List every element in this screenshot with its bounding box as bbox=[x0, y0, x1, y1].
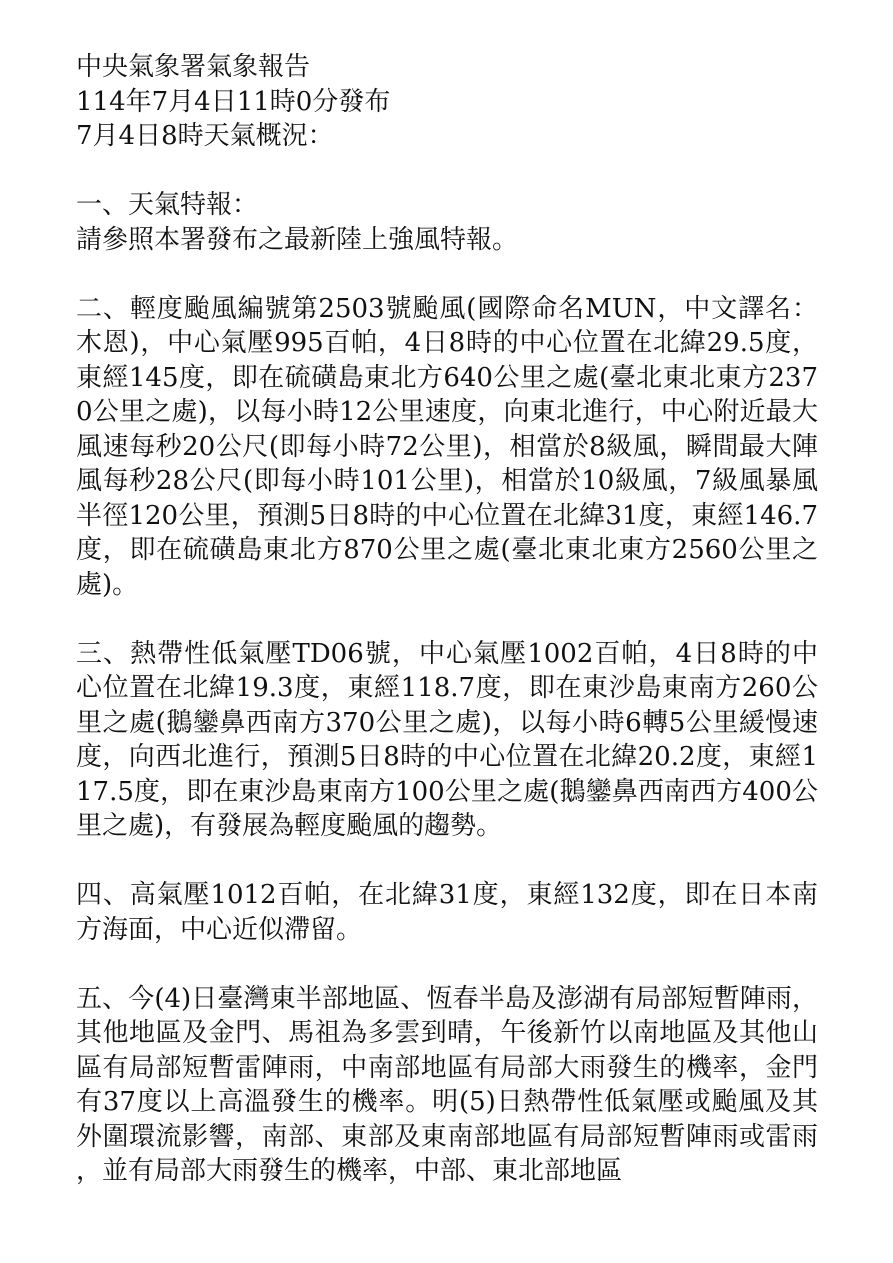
section-5-forecast: 五、今(4)日臺灣東半部地區、恆春半島及澎湖有局部短暫陣雨，其他地區及金門、馬祖為多雲到晴，午後新竹以南地區及其他山區有局部短暫雷陣雨，中南部地區有局部大雨發生的機率，金門有37度以上高溫發生的機率。明(5)日熱帶性低氣壓或颱風及其外圍環流影響，南部、東部及東南部地區有局部短暫陣雨或雷雨，並有局部大雨發生的機率，中部、東北部地區 bbox=[76, 983, 818, 1186]
report-title: 中央氣象署氣象報告 bbox=[76, 52, 311, 82]
overview-heading: 7月4日8時天氣概況： bbox=[76, 121, 334, 151]
section-2-typhoon-mun: 二、輕度颱風編號第2503號颱風(國際命名MUN，中文譯名：木恩)，中心氣壓995百帕，4日8時的中心位置在北緯29.5度，東經145度，即在硫磺島東北方640公里之處(臺北東北東方2370公里之處)，以每小時12公里速度，向東北進行，中心附近最大風速每秒20公尺(即每小時72公里)，相當於8級風，瞬間最大陣風每秒28公尺(即每小時101公里)，相當於10級風，7級風暴風半徑120公里，預測5日8時的中心位置在北緯31度，東經146.7度，即在硫磺島東北方870公里之處(臺北東北東方2560公里之處)。 bbox=[76, 293, 818, 600]
paragraph-spacer bbox=[76, 602, 818, 637]
paragraph-spacer bbox=[76, 257, 818, 292]
section-1-heading: 一、天氣特報： bbox=[76, 190, 259, 220]
paragraph-spacer bbox=[76, 844, 818, 879]
paragraph-spacer bbox=[76, 947, 818, 982]
weather-report-document bbox=[76, 50, 818, 1189]
issue-timestamp: 114年7月4日11時0分發布 bbox=[76, 86, 391, 117]
paragraph-spacer bbox=[76, 154, 818, 189]
section-4-high-pressure: 四、高氣壓1012百帕，在北緯31度，東經132度，即在日本南方海面，中心近似滯留。 bbox=[76, 880, 818, 945]
section-3-tropical-depression: 三、熱帶性低氣壓TD06號，中心氣壓1002百帕，4日8時的中心位置在北緯19.3度，東經118.7度，即在東沙島東南方260公里之處(鵝鑾鼻西南方370公里之處)，以每小時6轉5公里緩慢速度，向西北進行，預測5日8時的中心位置在北緯20.2度，東經117.5度，即在東沙島東南方100公里之處(鵝鑾鼻西南西方400公里之處)，有發展為輕度颱風的趨勢。 bbox=[76, 638, 818, 841]
section-1-body: 請參照本署發布之最新陸上強風特報。 bbox=[76, 224, 519, 255]
